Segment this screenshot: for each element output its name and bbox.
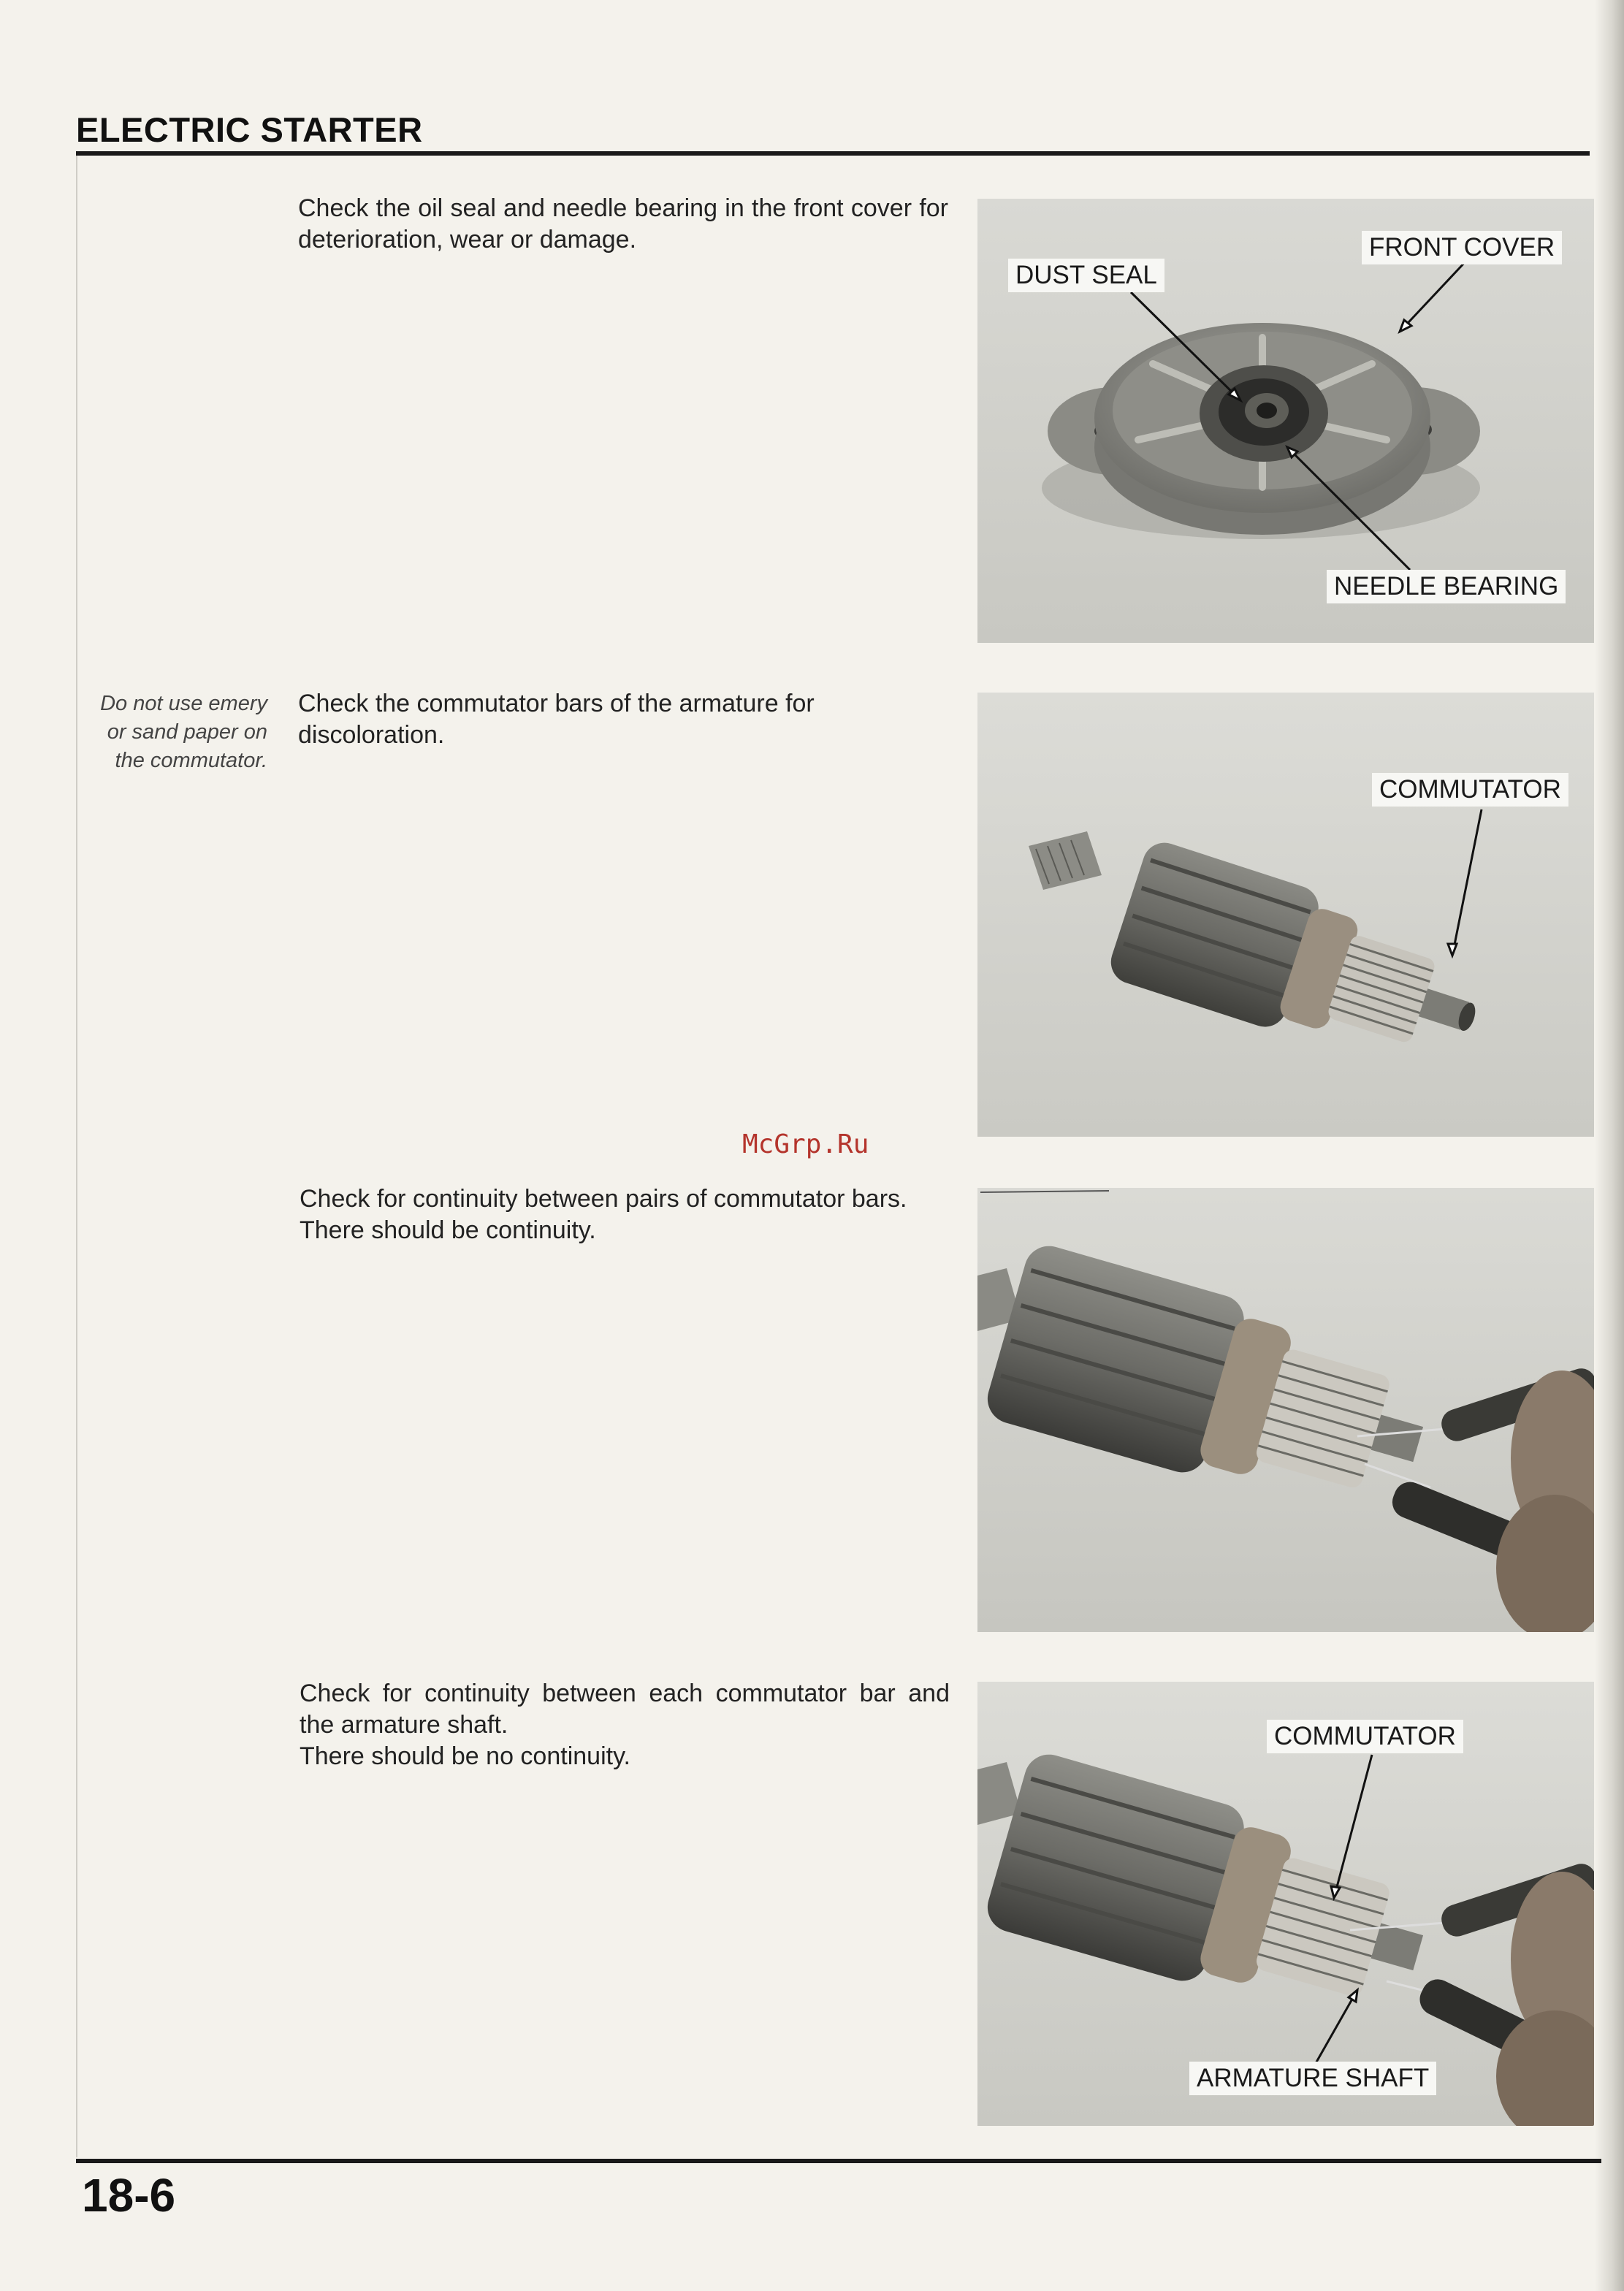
continuity-bars-image — [977, 1188, 1594, 1632]
step-4-text: Check for continuity between each commutator bar and the armature shaft. There should be no continuity. — [300, 1680, 950, 1770]
front-cover-photo — [977, 199, 1594, 643]
watermark: McGrp.Ru — [742, 1129, 869, 1159]
continuity-bars-photo — [977, 1188, 1594, 1632]
page-edge-shadow — [1595, 0, 1624, 2291]
margin-rule — [76, 156, 77, 2157]
footer-rule — [76, 2159, 1601, 2163]
step-3-text: Check for continuity between pairs of commutator bars. There should be continuity. — [300, 1185, 907, 1244]
front-cover-label: FRONT COVER — [1362, 231, 1562, 264]
commutator-label: COMMUTATOR — [1372, 773, 1568, 807]
header-rule — [76, 151, 1590, 156]
dust-seal-label: DUST SEAL — [1008, 259, 1164, 292]
side-note: Do not use emery or sand paper on the commutator. — [100, 692, 267, 772]
step-2-text: Check the commutator bars of the armature for discoloration. — [298, 690, 815, 749]
commutator-label-2: COMMUTATOR — [1267, 1720, 1463, 1753]
page-number: 18-6 — [82, 2169, 176, 2222]
armature-shaft-label: ARMATURE SHAFT — [1189, 2062, 1436, 2095]
section-title: ELECTRIC STARTER — [76, 110, 423, 149]
armature-image — [977, 693, 1594, 1137]
continuity-shaft-photo — [977, 1682, 1594, 2126]
step-1-text: Check the oil seal and needle bearing in the front cover for deterioration, wear or damage. — [298, 194, 948, 254]
armature-photo — [977, 693, 1594, 1137]
needle-bearing-label: NEEDLE BEARING — [1327, 570, 1566, 603]
